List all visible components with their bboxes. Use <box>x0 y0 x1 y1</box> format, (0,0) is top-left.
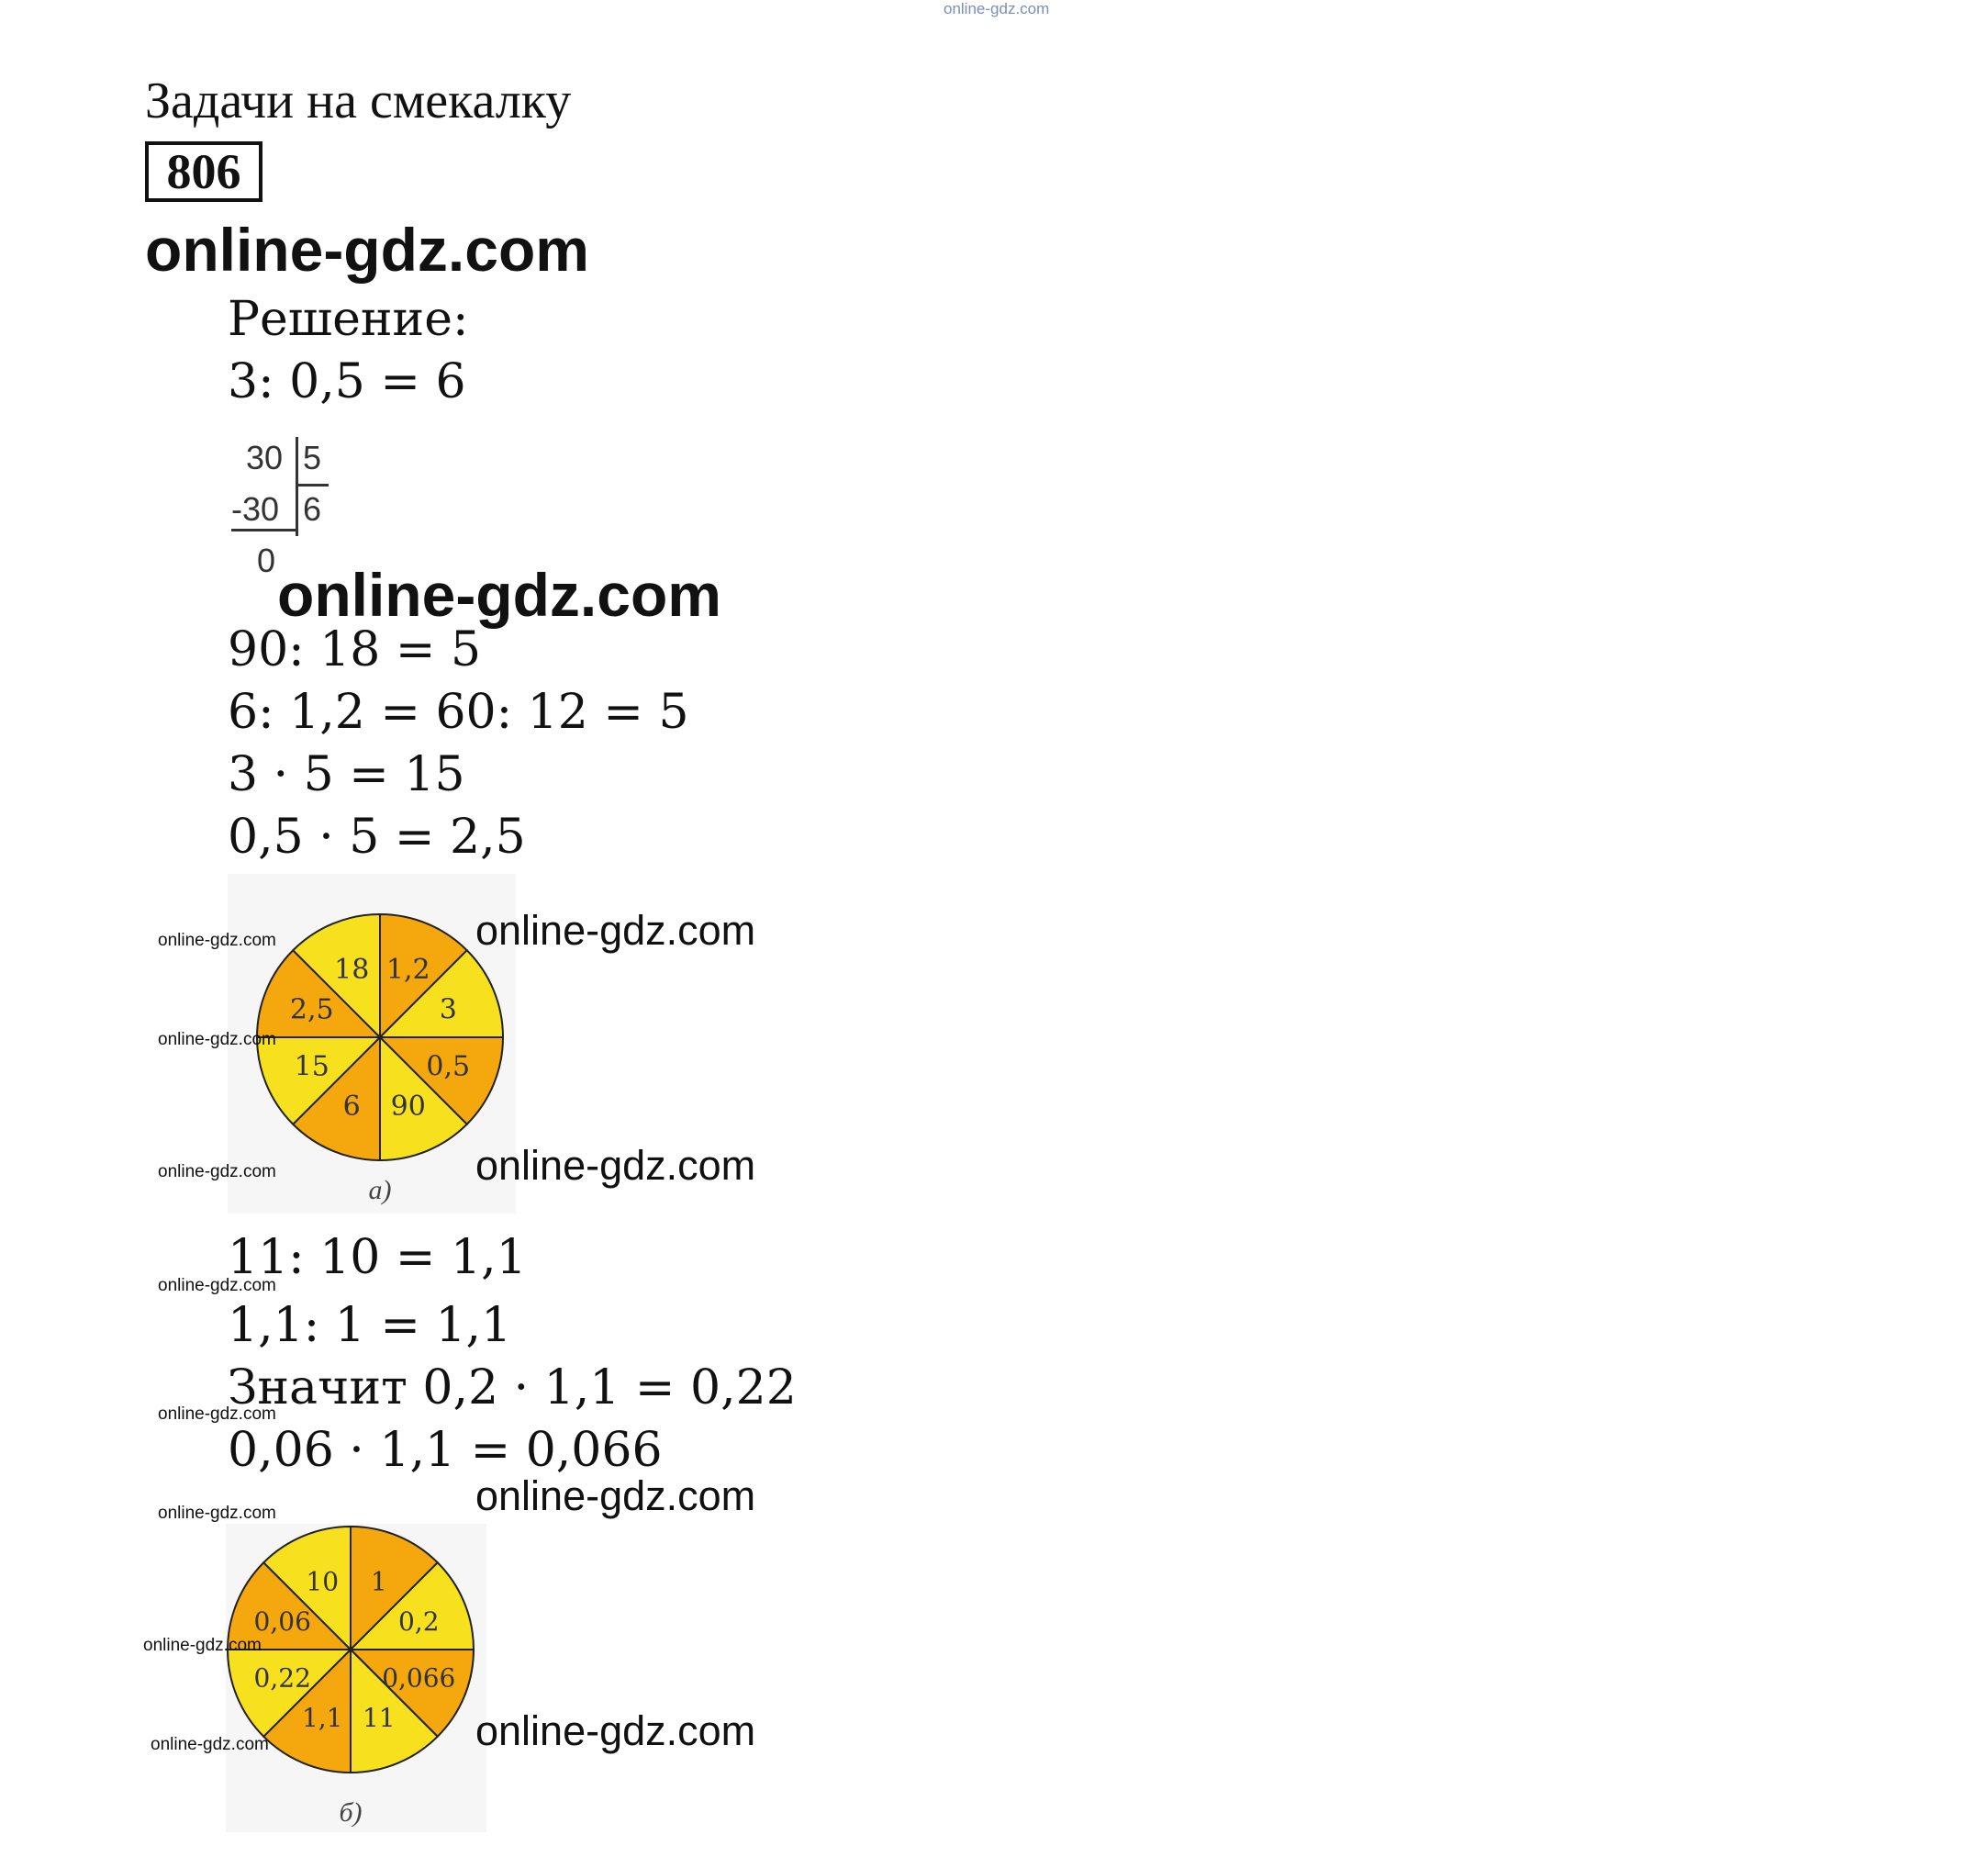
sector-label: 2,5 <box>289 993 334 1026</box>
problem-number: 806 <box>145 141 262 202</box>
subtrahend: -30 <box>231 490 280 528</box>
sector-label: 1,2 <box>385 954 430 987</box>
sector-label: 90 <box>390 1090 426 1123</box>
figure-caption: а) <box>368 1175 392 1205</box>
watermark-small: online-gdz.com <box>158 1504 276 1523</box>
sector-label: 0,06 <box>253 1606 311 1638</box>
sector-label: 1 <box>370 1566 387 1597</box>
subtraction-line <box>231 529 296 531</box>
dividend: 30 <box>246 439 284 476</box>
sector-label: 11 <box>362 1703 396 1734</box>
watermark-small: online-gdz.com <box>151 1735 269 1754</box>
watermark-small: online-gdz.com <box>158 1162 276 1181</box>
equation: 0,5 · 5 = 2,5 <box>228 810 526 865</box>
sector-label: 0,066 <box>382 1662 456 1694</box>
division-bar <box>296 437 298 536</box>
remainder: 0 <box>257 542 276 579</box>
sector-label: 3 <box>439 993 457 1026</box>
sector-label: 6 <box>342 1090 361 1123</box>
watermark-large: online-gdz.com <box>277 561 721 629</box>
watermark-medium: online-gdz.com <box>475 1142 756 1189</box>
watermark-small: online-gdz.com <box>158 1276 276 1295</box>
divisor: 5 <box>303 439 322 476</box>
watermark-medium: online-gdz.com <box>475 907 756 954</box>
watermark-medium: online-gdz.com <box>475 1707 756 1754</box>
quotient: 6 <box>303 490 322 528</box>
sector-label: 18 <box>334 954 370 987</box>
sector-label: 0,22 <box>253 1662 311 1694</box>
watermark-small: online-gdz.com <box>143 1636 262 1655</box>
equation: 0,06 · 1,1 = 0,066 <box>228 1423 663 1478</box>
pie-figure-b <box>226 1524 486 1832</box>
equation: 6: 1,2 = 60: 12 = 5 <box>228 685 689 740</box>
sector-label: 0,5 <box>426 1050 471 1083</box>
equation: 3: 0,5 = 6 <box>228 354 466 409</box>
section-title: Задачи на смекалку <box>145 73 572 129</box>
watermark-top: online-gdz.com <box>944 0 1050 17</box>
sector-label: 1,1 <box>301 1703 343 1734</box>
figure-caption: б) <box>339 1797 363 1828</box>
equation: 3 · 5 = 15 <box>228 747 465 802</box>
sector-label: 10 <box>306 1566 340 1597</box>
equation: 1,1: 1 = 1,1 <box>228 1298 512 1353</box>
watermark-small: online-gdz.com <box>158 1404 276 1424</box>
divisor-line <box>297 484 329 487</box>
sector-label: 15 <box>294 1050 329 1083</box>
watermark-small: online-gdz.com <box>158 931 276 950</box>
watermark-large: online-gdz.com <box>145 216 589 284</box>
equation: Значит 0,2 · 1,1 = 0,22 <box>228 1360 797 1415</box>
watermark-small: online-gdz.com <box>158 1030 276 1049</box>
equation: 11: 10 = 1,1 <box>228 1230 527 1285</box>
sector-label: 0,2 <box>398 1606 440 1638</box>
solution-label: Решение: <box>228 292 469 347</box>
equation: 90: 18 = 5 <box>228 622 482 677</box>
watermark-medium: online-gdz.com <box>475 1472 756 1519</box>
